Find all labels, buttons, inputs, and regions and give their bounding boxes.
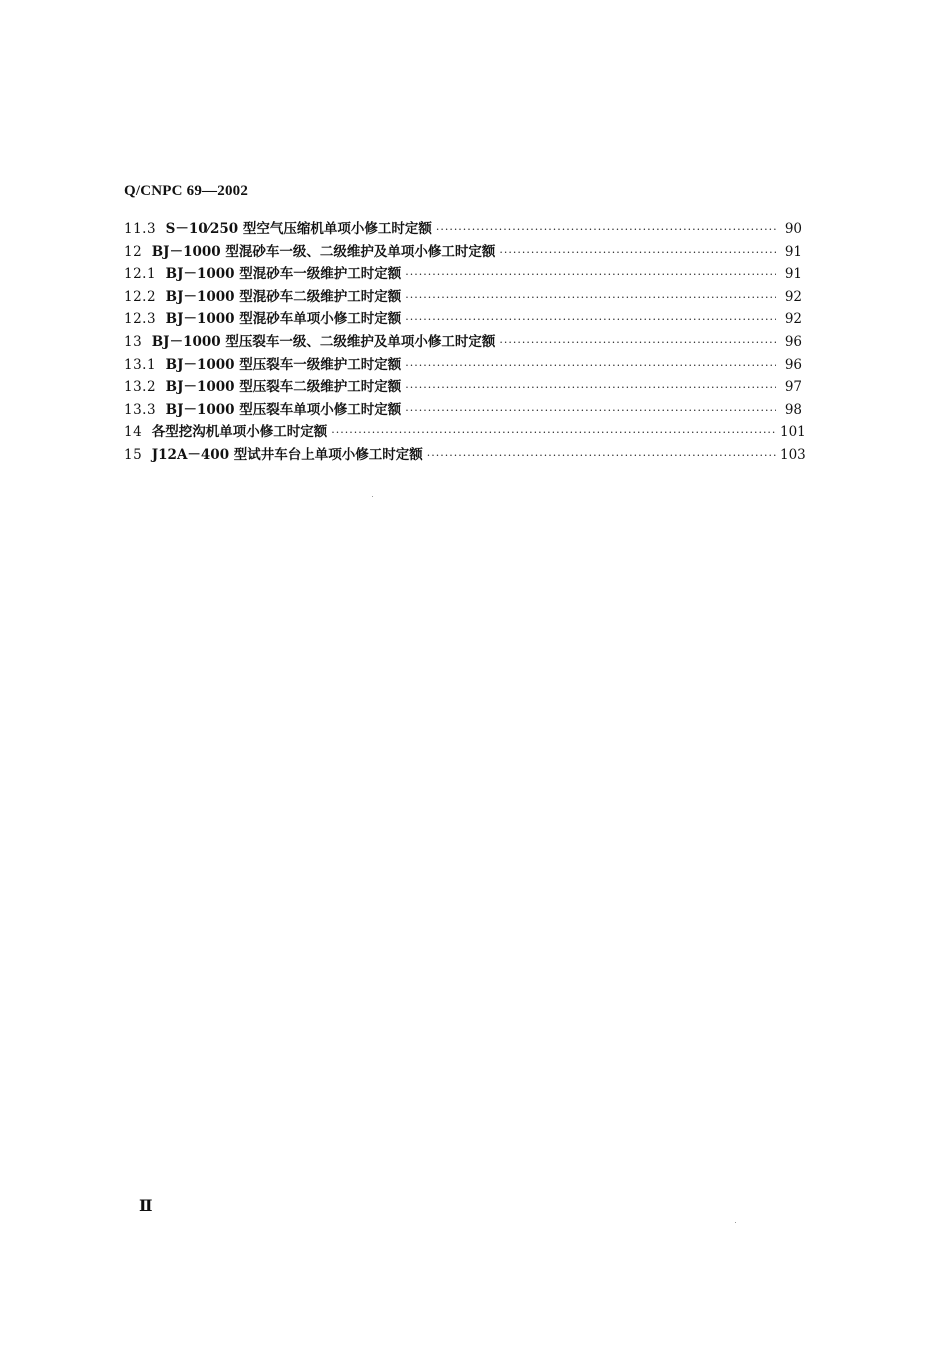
toc-entry-number: 13.1: [124, 356, 166, 373]
toc-entry-title: BJ－1000 型压裂车一级维护工时定额: [165, 356, 402, 373]
toc-entry-title: BJ－1000 型压裂车单项小修工时定额: [165, 401, 402, 418]
toc-entry[interactable]: [124, 286, 802, 309]
toc-entry-page: 90: [784, 221, 802, 237]
toc-entry[interactable]: [124, 218, 802, 241]
toc-entry-title: BJ－1000 型混砂车一级维护工时定额: [165, 266, 402, 283]
toc-entry[interactable]: [124, 308, 802, 331]
toc-entry-page: 96: [784, 356, 802, 373]
toc-entry-number: 14: [124, 424, 152, 441]
toc-entry-title: BJ－1000 型压裂车二级维护工时定额: [165, 379, 402, 396]
toc-entry-title: BJ－1000 型混砂车二级维护工时定额: [165, 288, 402, 305]
toc-entry[interactable]: [124, 376, 802, 399]
toc-leader-dots: [405, 264, 776, 287]
toc-leader-dots: [405, 355, 776, 378]
toc-entry[interactable]: [124, 241, 802, 264]
toc-entry-number: 11.3: [124, 221, 166, 237]
toc-entry-title: BJ－1000 型压裂车一级、二级维护及单项小修工时定额: [151, 333, 496, 350]
toc-entry[interactable]: [124, 421, 806, 444]
toc-leader-dots: [436, 219, 776, 242]
toc-entry-title: BJ－1000 型混砂车单项小修工时定额: [165, 311, 402, 328]
toc-leader-dots: [427, 445, 776, 468]
toc-entry-title: S－10⁄250 型空气压缩机单项小修工时定额: [165, 221, 432, 237]
toc-leader-dots: [499, 242, 776, 265]
scan-speck: [372, 496, 373, 497]
toc-entry-number: 12.3: [124, 311, 166, 328]
toc-entry[interactable]: [124, 263, 802, 286]
toc-entry-number: 13: [124, 333, 152, 350]
toc-entry-number: 12.2: [124, 288, 166, 305]
toc-entry-page: 103: [780, 446, 806, 463]
toc-entry-page: 97: [784, 379, 802, 396]
toc-entry[interactable]: [124, 444, 806, 467]
toc-leader-dots: [499, 332, 776, 355]
toc-entry-number: 12: [124, 243, 152, 260]
toc-entry-title: BJ－1000 型混砂车一级、二级维护及单项小修工时定额: [151, 243, 496, 260]
toc-leader-dots: [405, 287, 776, 310]
toc-entry-number: 15: [124, 446, 152, 463]
standard-code-header: Q/CNPC 69—2002: [124, 183, 249, 199]
toc-entry-page: 101: [780, 424, 806, 441]
toc-entry-number: 13.3: [124, 401, 166, 418]
toc-entry-page: 98: [784, 401, 802, 418]
toc-entry-page: 92: [784, 311, 802, 328]
toc-entry-number: 12.1: [124, 266, 166, 283]
toc-entry-number: 13.2: [124, 379, 166, 396]
toc-entry[interactable]: [124, 331, 802, 354]
toc-entry-title: J12A－400 型试井车台上单项小修工时定额: [151, 446, 423, 463]
scan-speck: [735, 1222, 736, 1223]
page-folio: Ⅱ: [139, 1198, 153, 1215]
toc-entry-page: 91: [784, 243, 802, 260]
toc-leader-dots: [405, 309, 776, 332]
toc-entry[interactable]: [124, 354, 802, 377]
toc-leader-dots: [405, 400, 776, 423]
toc-entry-page: 96: [784, 333, 802, 350]
toc-entry-page: 91: [784, 266, 802, 283]
toc-leader-dots: [331, 422, 776, 445]
toc-entry-page: 92: [784, 288, 802, 305]
toc-entry[interactable]: [124, 399, 802, 422]
toc-entry-title: 各型挖沟机单项小修工时定额: [151, 424, 328, 441]
table-of-contents: [124, 218, 806, 467]
toc-leader-dots: [405, 377, 776, 400]
